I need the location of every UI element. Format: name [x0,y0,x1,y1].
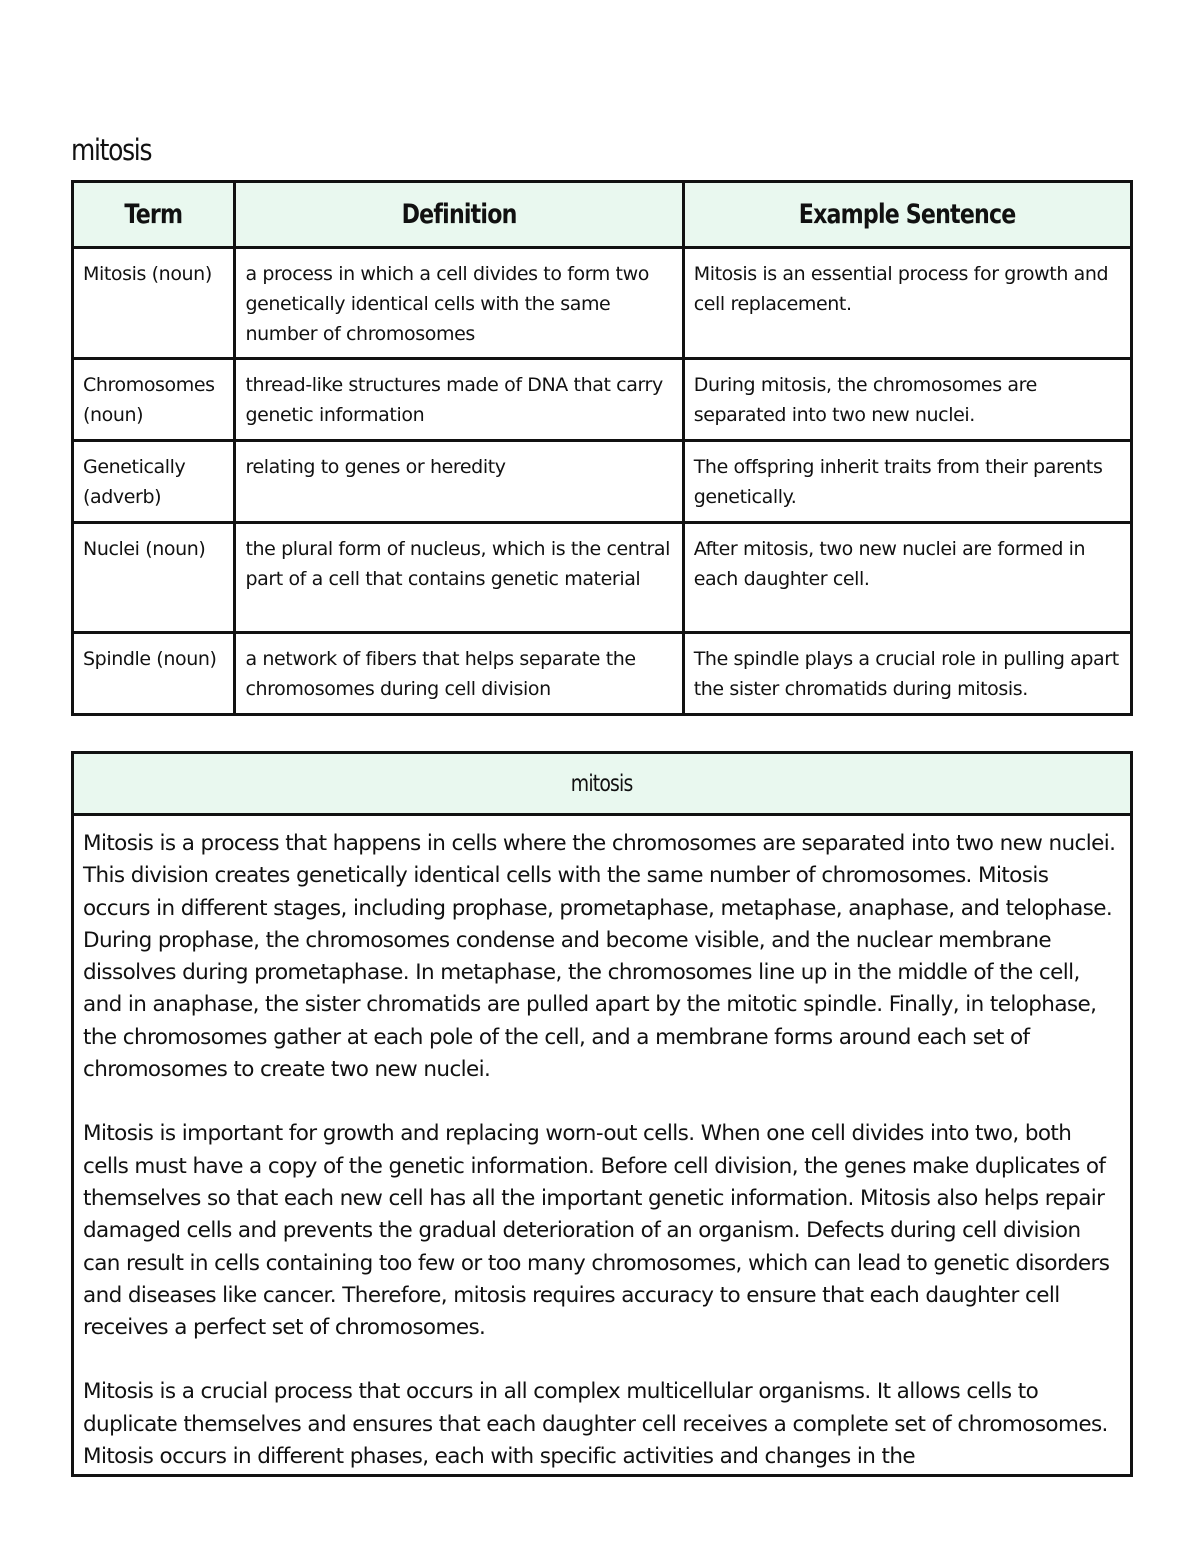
term-cell: Chromosomes (noun) [73,359,235,441]
term-cell: Spindle (noun) [73,633,235,715]
example-cell: During mitosis, the chromosomes are separated into two new nuclei. [683,359,1131,441]
paragraph: Mitosis is a process that happens in cells where the chromosomes are separated into two new nuclei. This division creates genetically identical cells with the same number of chromosomes. Mitosis occurs in different stages, including prophase, prometaphase, metaphase, anaphase, and telophase. During prophase, the chromosomes condense and become visible, and the nuclear membrane dissolves during prometaphase. In metaphase, the chromosomes line up in the middle of the cell, and in anaphase, the sister chromatids are pulled apart by the mitotic spindle. Finally, in telophase, the chromosomes gather at each pole of the cell, and a membrane forms around each set of chromosomes to create two new nuclei. [83,831,1116,1083]
column-header-term: Term [73,182,235,248]
table-row [73,523,1132,633]
table-row [73,441,1132,523]
column-header-example: Example Sentence [683,182,1131,248]
definition-cell: the plural form of nucleus, which is the central part of a cell that contains genetic material [235,523,683,633]
definition-cell: thread-like structures made of DNA that carry genetic information [235,359,683,441]
table-row [73,248,1132,359]
term-cell: Mitosis (noun) [73,248,235,359]
definition-cell: a network of fibers that helps separate the chromosomes during cell division [235,633,683,715]
reading-passage-heading: mitosis [74,754,1130,816]
table-header-row [73,182,1132,248]
vocabulary-table [71,180,1133,716]
example-cell: After mitosis, two new nuclei are formed in each daughter cell. [683,523,1131,633]
table-row [73,359,1132,441]
term-cell: Genetically (adverb) [73,441,235,523]
definition-cell: a process in which a cell divides to form two genetically identical cells with the same number of chromosomes [235,248,683,359]
paragraph: Mitosis is important for growth and replacing worn-out cells. When one cell divides into two, both cells must have a copy of the genetic information. Before cell division, the genes make duplicates of themselves so that each new cell has all the important genetic information. Mitosis also helps repair damaged cells and prevents the gradual deterioration of an organism. Defects during cell division can result in cells containing too few or too many chromosomes, which can lead to genetic disorders and diseases like cancer. Therefore, mitosis requires accuracy to ensure that each daughter cell receives a perfect set of chromosomes. [83,1121,1110,1341]
column-header-definition: Definition [235,182,683,248]
definition-cell: relating to genes or heredity [235,441,683,523]
page-title: mitosis [71,133,152,167]
example-cell: The spindle plays a crucial role in pulling apart the sister chromatids during mitosis. [683,633,1131,715]
example-cell: Mitosis is an essential process for growth and cell replacement. [683,248,1131,359]
reading-passage-box [71,751,1133,1477]
reading-passage-body [74,816,1130,1473]
table-row [73,633,1132,715]
paragraph: Mitosis is a crucial process that occurs in all complex multicellular organisms. It allows cells to duplicate themselves and ensures that each daughter cell receives a complete set of chromosomes. Mitosis occurs in different phases, each with specific activities and changes in the [83,1379,1108,1470]
example-cell: The offspring inherit traits from their parents genetically. [683,441,1131,523]
term-cell: Nuclei (noun) [73,523,235,633]
